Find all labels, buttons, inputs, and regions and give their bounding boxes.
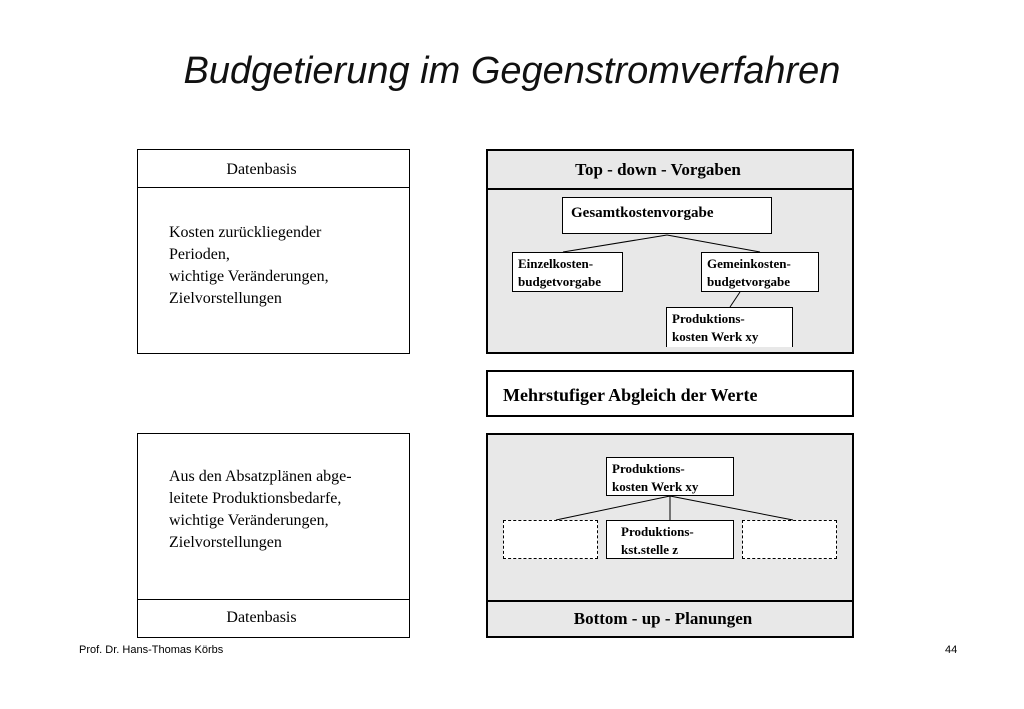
- produktion-top-box: Produktions- kosten Werk xy: [666, 307, 793, 347]
- footer-page-number: 44: [945, 644, 958, 656]
- datenbasis-bottom-text: Aus den Absatzplänen abge- leitete Produktionsbedarfe, wichtige Veränderungen, Zielvorstellungen: [169, 468, 352, 551]
- page-title: Budgetierung im Gegenstromverfahren: [183, 50, 841, 92]
- gesamtkosten-box: Gesamtkostenvorgabe: [562, 197, 772, 234]
- abgleich-label: Mehrstufiger Abgleich der Werte: [503, 385, 758, 405]
- gemeinkosten-box: Gemeinkosten- budgetvorgabe: [701, 252, 819, 292]
- produktion-werk-box: Produktions- kosten Werk xy: [606, 457, 734, 496]
- footer-author: Prof. Dr. Hans-Thomas Körbs: [79, 644, 224, 656]
- datenbasis-bottom-footer: Datenbasis: [226, 609, 297, 626]
- top-down-header: Top - down - Vorgaben: [575, 160, 741, 179]
- einzelkosten-box: Einzelkosten- budgetvorgabe: [512, 252, 623, 292]
- bottom-up-footer: Bottom - up - Planungen: [573, 609, 753, 628]
- datenbasis-top-text: Kosten zurückliegender Perioden, wichtige Veränderungen, Zielvorstellungen: [169, 224, 329, 307]
- datenbasis-top-header: Datenbasis: [226, 161, 297, 178]
- produktion-kst-box: Produktions- kst.stelle z: [606, 520, 734, 559]
